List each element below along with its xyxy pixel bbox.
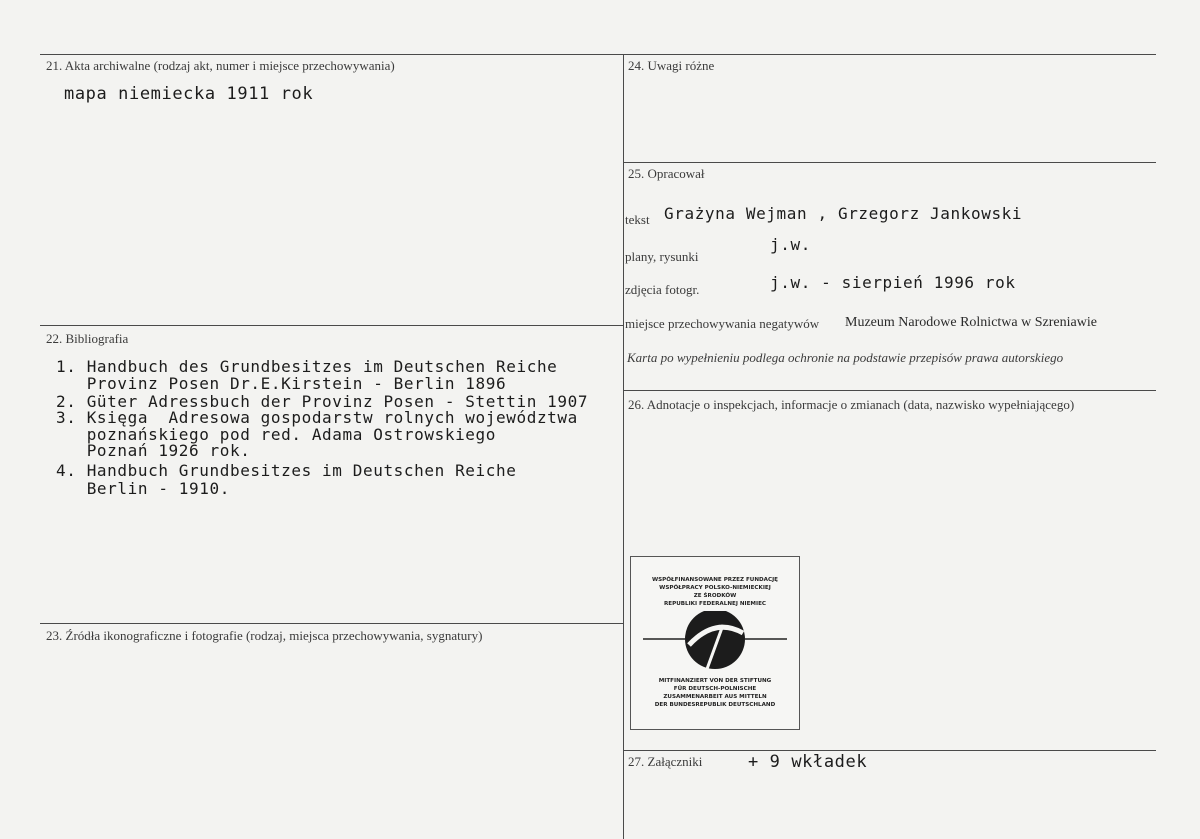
stamp-line: WSPÓŁPRACY POLSKO-NIEMIECKIEJ bbox=[659, 585, 771, 591]
bibliography-line: 4. Handbuch Grundbesitzes im Deutschen Reiche bbox=[56, 461, 517, 480]
tekst-value: Grażyna Wejman , Grzegorz Jankowski bbox=[664, 204, 1023, 223]
stamp-line: ZUSAMMENARBEIT AUS MITTELN bbox=[663, 694, 767, 700]
bibliography-line: 3. Księga Adresowa gospodarstw rolnych województwa bbox=[56, 408, 578, 427]
top-border-line bbox=[40, 54, 1156, 55]
bibliography-line: Provinz Posen Dr.E.Kirstein - Berlin 1896 bbox=[56, 374, 507, 393]
sec24-label: 24. Uwagi różne bbox=[628, 58, 715, 73]
bibliography-line: Poznań 1926 rok. bbox=[56, 441, 251, 460]
stamp-line: DER BUNDESREPUBLIK DEUTSCHLAND bbox=[654, 702, 776, 708]
sec22-label: 22. Bibliografia bbox=[46, 331, 129, 346]
stamp-line: MITFINANZIERT VON DER STIFTUNG bbox=[658, 678, 772, 684]
stamp-line: REPUBLIKI FEDERALNEJ NIEMIEC bbox=[663, 601, 767, 607]
sec25-label: 25. Opracował bbox=[628, 166, 705, 181]
stamp-line: FÜR DEUTSCH-POLNISCHE bbox=[673, 686, 757, 692]
zdjecia-value: j.w. - sierpień 1996 rok bbox=[770, 273, 1016, 292]
sec21-label: 21. Akta archiwalne (rodzaj akt, numer i miejsce przechowywania) bbox=[46, 58, 395, 73]
sec26-bottom-line bbox=[623, 750, 1156, 751]
sec23-label: 23. Źródła ikonograficzne i fotografie (rodzaj, miejsca przechowywania, sygnatury) bbox=[46, 628, 483, 643]
zdjecia-label: zdjęcia fotogr. bbox=[625, 282, 700, 297]
sec27-label: 27. Załączniki bbox=[628, 754, 703, 769]
negatywy-value: Muzeum Narodowe Rolnictwa w Szreniawie bbox=[845, 315, 1097, 330]
center-divider-line bbox=[623, 54, 624, 839]
bibliography-line: 1. Handbuch des Grundbesitzes im Deutschen Reiche bbox=[56, 357, 558, 376]
sec24-bottom-line bbox=[623, 162, 1156, 163]
sec27-value: + 9 wkładek bbox=[748, 752, 868, 772]
copyright-note: Karta po wypełnieniu podlega ochronie na podstawie przepisów prawa autorskiego bbox=[627, 350, 1064, 365]
stamp-line: WSPÓŁFINANSOWANE PRZEZ FUNDACJĘ bbox=[651, 577, 779, 583]
sec22-bottom-line bbox=[40, 623, 624, 624]
stamp-top-text bbox=[631, 576, 799, 608]
sec26-label: 26. Adnotacje o inspekcjach, informacje o zmianach (data, nazwisko wypełniającego) bbox=[628, 397, 1075, 412]
foundation-logo-icon bbox=[631, 611, 799, 681]
bibliography-line: poznańskiego pod red. Adama Ostrowskiego bbox=[56, 425, 497, 444]
stamp-bottom-text bbox=[631, 677, 799, 709]
tekst-label: tekst bbox=[625, 212, 650, 227]
plany-value: j.w. bbox=[770, 235, 811, 254]
sec21-value: mapa niemiecka 1911 rok bbox=[64, 84, 314, 104]
sec25-bottom-line bbox=[623, 390, 1156, 391]
bibliography-line: Berlin - 1910. bbox=[56, 479, 230, 498]
bibliography-line: 2. Güter Adressbuch der Provinz Posen - Stettin 1907 bbox=[56, 392, 589, 411]
plany-label: plany, rysunki bbox=[625, 249, 699, 264]
negatywy-label: miejsce przechowywania negatywów bbox=[625, 316, 820, 331]
stamp-line: ZE ŚRODKÓW bbox=[693, 593, 737, 599]
sec21-bottom-line bbox=[40, 325, 624, 326]
funding-stamp bbox=[630, 556, 800, 730]
